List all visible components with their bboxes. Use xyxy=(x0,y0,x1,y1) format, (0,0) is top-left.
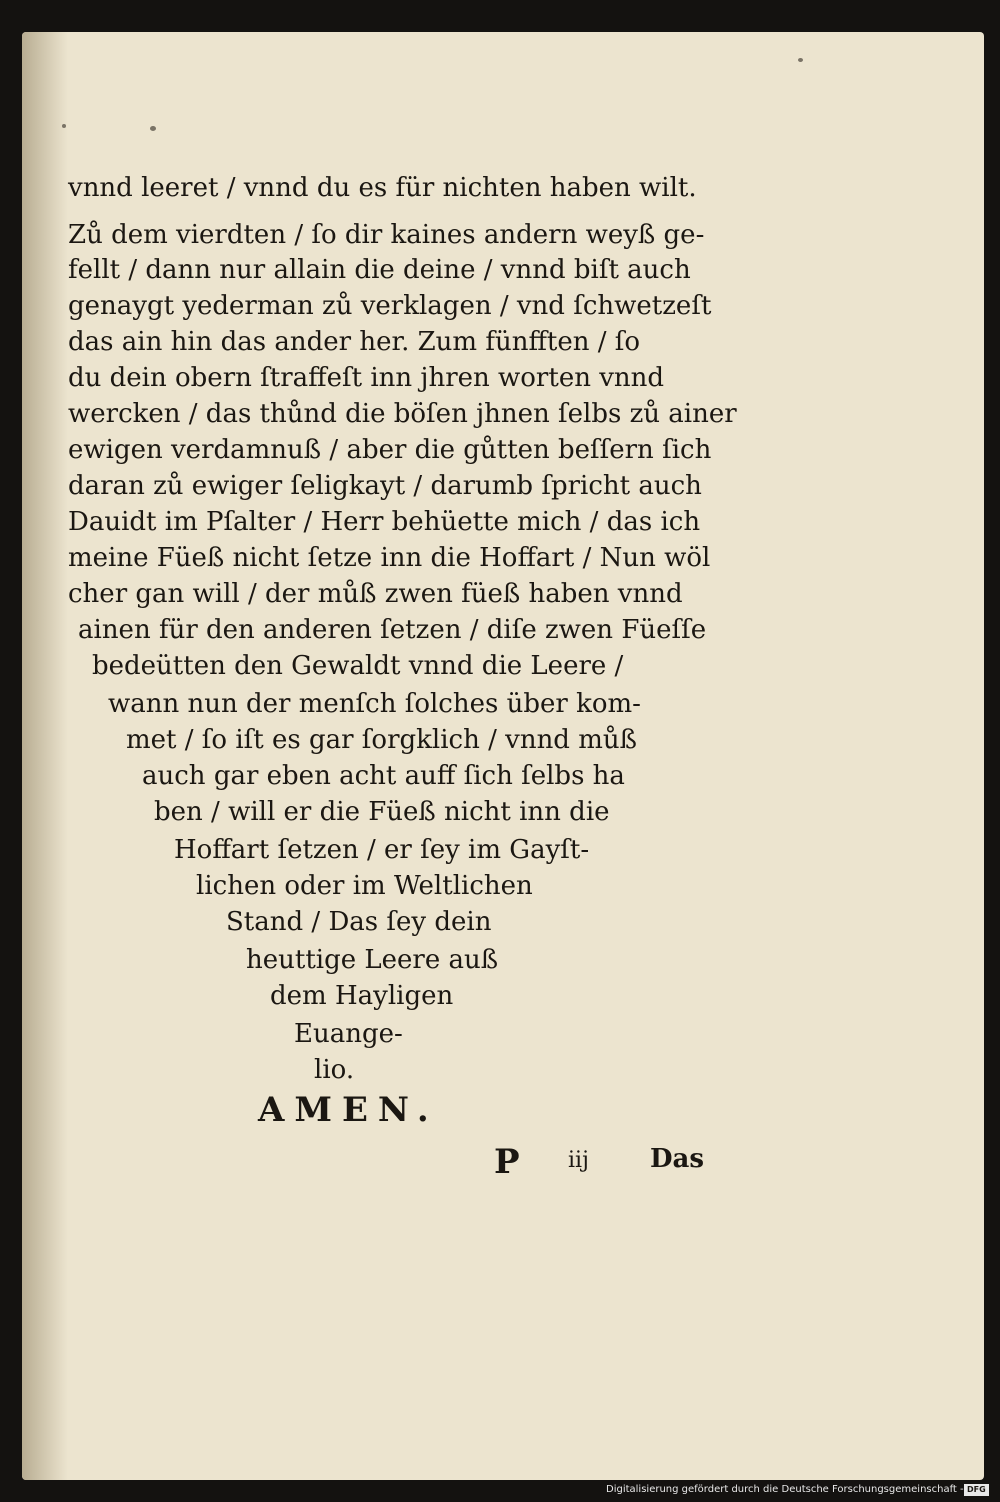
text-line: Stand / Das ſey dein xyxy=(226,907,492,937)
signature-mark: P xyxy=(494,1142,520,1182)
amen-closing: AMEN. xyxy=(258,1090,439,1130)
text-line: fellt / dann nur allain die deine / vnnd biſt auch xyxy=(68,255,691,285)
text-line: lichen oder im Weltlichen xyxy=(196,871,533,901)
text-line: ainen für den anderen ſetzen / diſe zwen Füeſſe xyxy=(78,615,707,645)
digitization-credit: Digitalisierung gefördert durch die Deutsche Forschungsgemeinschaft - xyxy=(606,1484,964,1495)
text-line: das ain hin das ander her. Zum fünfften / ſo xyxy=(68,327,641,357)
text-line: Hoffart ſetzen / er ſey im Gayſt- xyxy=(174,835,590,865)
ink-speck xyxy=(798,58,803,62)
text-line: Zů dem vierdten / ſo dir kaines andern weyß ge- xyxy=(68,220,705,250)
text-line: vnnd leeret / vnnd du es für nichten haben wilt. xyxy=(68,173,697,203)
text-line: wercken / das thůnd die böſen jhnen ſelbs zů ainer xyxy=(68,399,737,429)
text-line: dem Hayligen xyxy=(270,981,454,1011)
text-line: heuttige Leere auß xyxy=(246,945,499,975)
text-line: ben / will er die Füeß nicht inn die xyxy=(154,797,610,827)
text-line: auch gar eben acht auff ſich ſelbs ha xyxy=(142,761,625,791)
text-line: met / ſo iſt es gar ſorgklich / vnnd můß xyxy=(126,725,637,755)
ink-speck xyxy=(150,126,156,131)
text-line: cher gan will / der můß zwen füeß haben vnnd xyxy=(68,579,683,609)
ink-speck xyxy=(62,124,66,128)
page-gutter-shadow xyxy=(22,32,68,1480)
text-line: genaygt yederman zů verklagen / vnd ſchwetzeſt xyxy=(68,291,712,321)
signature-number: iij xyxy=(568,1148,589,1173)
text-line: du dein obern ſtraffeſt inn jhren worten vnnd xyxy=(68,363,665,393)
text-line: meine Füeß nicht ſetze inn die Hoffart / Nun wöl xyxy=(68,543,711,573)
text-line: Dauidt im Pſalter / Herr behüette mich / das ich xyxy=(68,507,701,537)
catchword: Das xyxy=(650,1144,705,1174)
text-line: ewigen verdamnuß / aber die gůtten beſſern ſich xyxy=(68,435,712,465)
dfg-logo: DFG xyxy=(964,1484,989,1496)
text-line: bedeütten den Gewaldt vnnd die Leere / xyxy=(92,651,624,681)
text-line: Euange- xyxy=(294,1019,403,1049)
text-line: wann nun der menſch ſolches über kom- xyxy=(108,689,641,719)
text-line: lio. xyxy=(314,1055,355,1085)
text-line: daran zů ewiger ſeligkayt / darumb ſpricht auch xyxy=(68,471,702,501)
